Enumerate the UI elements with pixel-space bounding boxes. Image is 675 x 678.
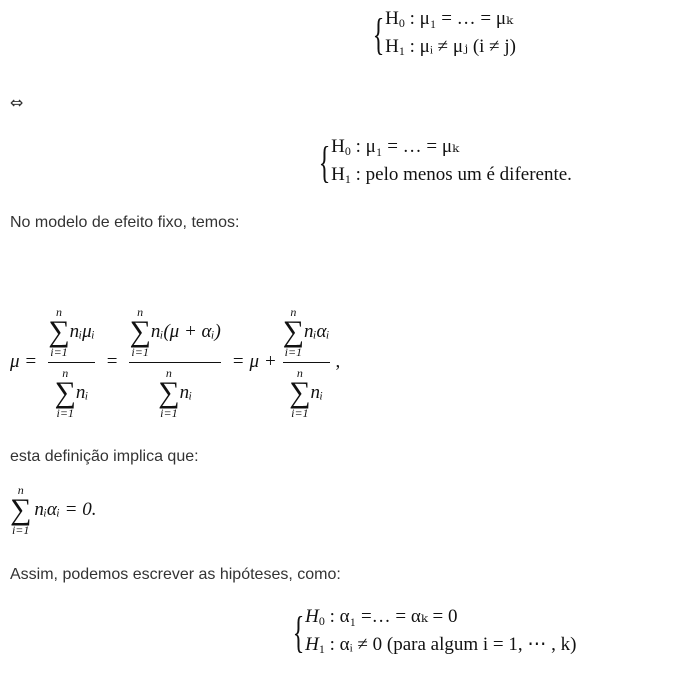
hypothesis-system-means xyxy=(368,8,516,62)
paragraph-implies: esta definição implica que: xyxy=(10,448,199,465)
fraction-2: n ∑ i=1 nᵢ(μ + αᵢ) n ∑ i=1 nᵢ xyxy=(129,304,221,420)
lhs-mu: μ xyxy=(10,351,20,372)
hypothesis-system-verbal xyxy=(314,136,572,190)
paragraph-fixed-effect: No modelo de efeito fixo, temos: xyxy=(10,214,240,231)
fraction-1: n ∑ i=1 nᵢμᵢ n ∑ i=1 nᵢ xyxy=(48,304,95,420)
h1-row: $H_1$ : αᵢ ≠ 0 (para algum i = 1, ⋯ , k) xyxy=(305,634,577,656)
h1-row: $H_1$ : pelo menos um é diferente. xyxy=(331,164,572,186)
left-brace: { xyxy=(318,138,331,187)
constraint-equation: n ∑ i=1 nᵢαᵢ = 0. xyxy=(10,483,97,537)
mean-equation: μ = n ∑ i=1 nᵢμᵢ n ∑ i=1 nᵢ = n ∑ i=1 nᵢ(μ + αᵢ) n ∑ i=1 nᵢ = μ + n ∑ i=1 nᵢαᵢ n ∑ i=1 nᵢ , xyxy=(10,304,341,420)
iff-symbol: ⇔ xyxy=(10,93,24,112)
h1-row: $H_1$ : μᵢ ≠ μⱼ (i ≠ j) xyxy=(385,36,516,58)
fraction-3: n ∑ i=1 nᵢαᵢ n ∑ i=1 nᵢ xyxy=(282,304,330,420)
h0-row: $H_0$ : α₁ =… = αₖ = 0 xyxy=(305,606,458,628)
h0-row: $H_0$ : μ₁ = … = μₖ xyxy=(331,136,459,158)
rhs-mu-plus: μ + xyxy=(249,351,277,372)
hypothesis-system-effects xyxy=(288,606,576,660)
paragraph-hypotheses: Assim, podemos escrever as hipóteses, como: xyxy=(10,566,341,583)
left-brace: { xyxy=(292,608,305,657)
h0-row: $H_0$ : μ₁ = … = μₖ xyxy=(385,8,513,30)
left-brace: { xyxy=(372,10,385,59)
